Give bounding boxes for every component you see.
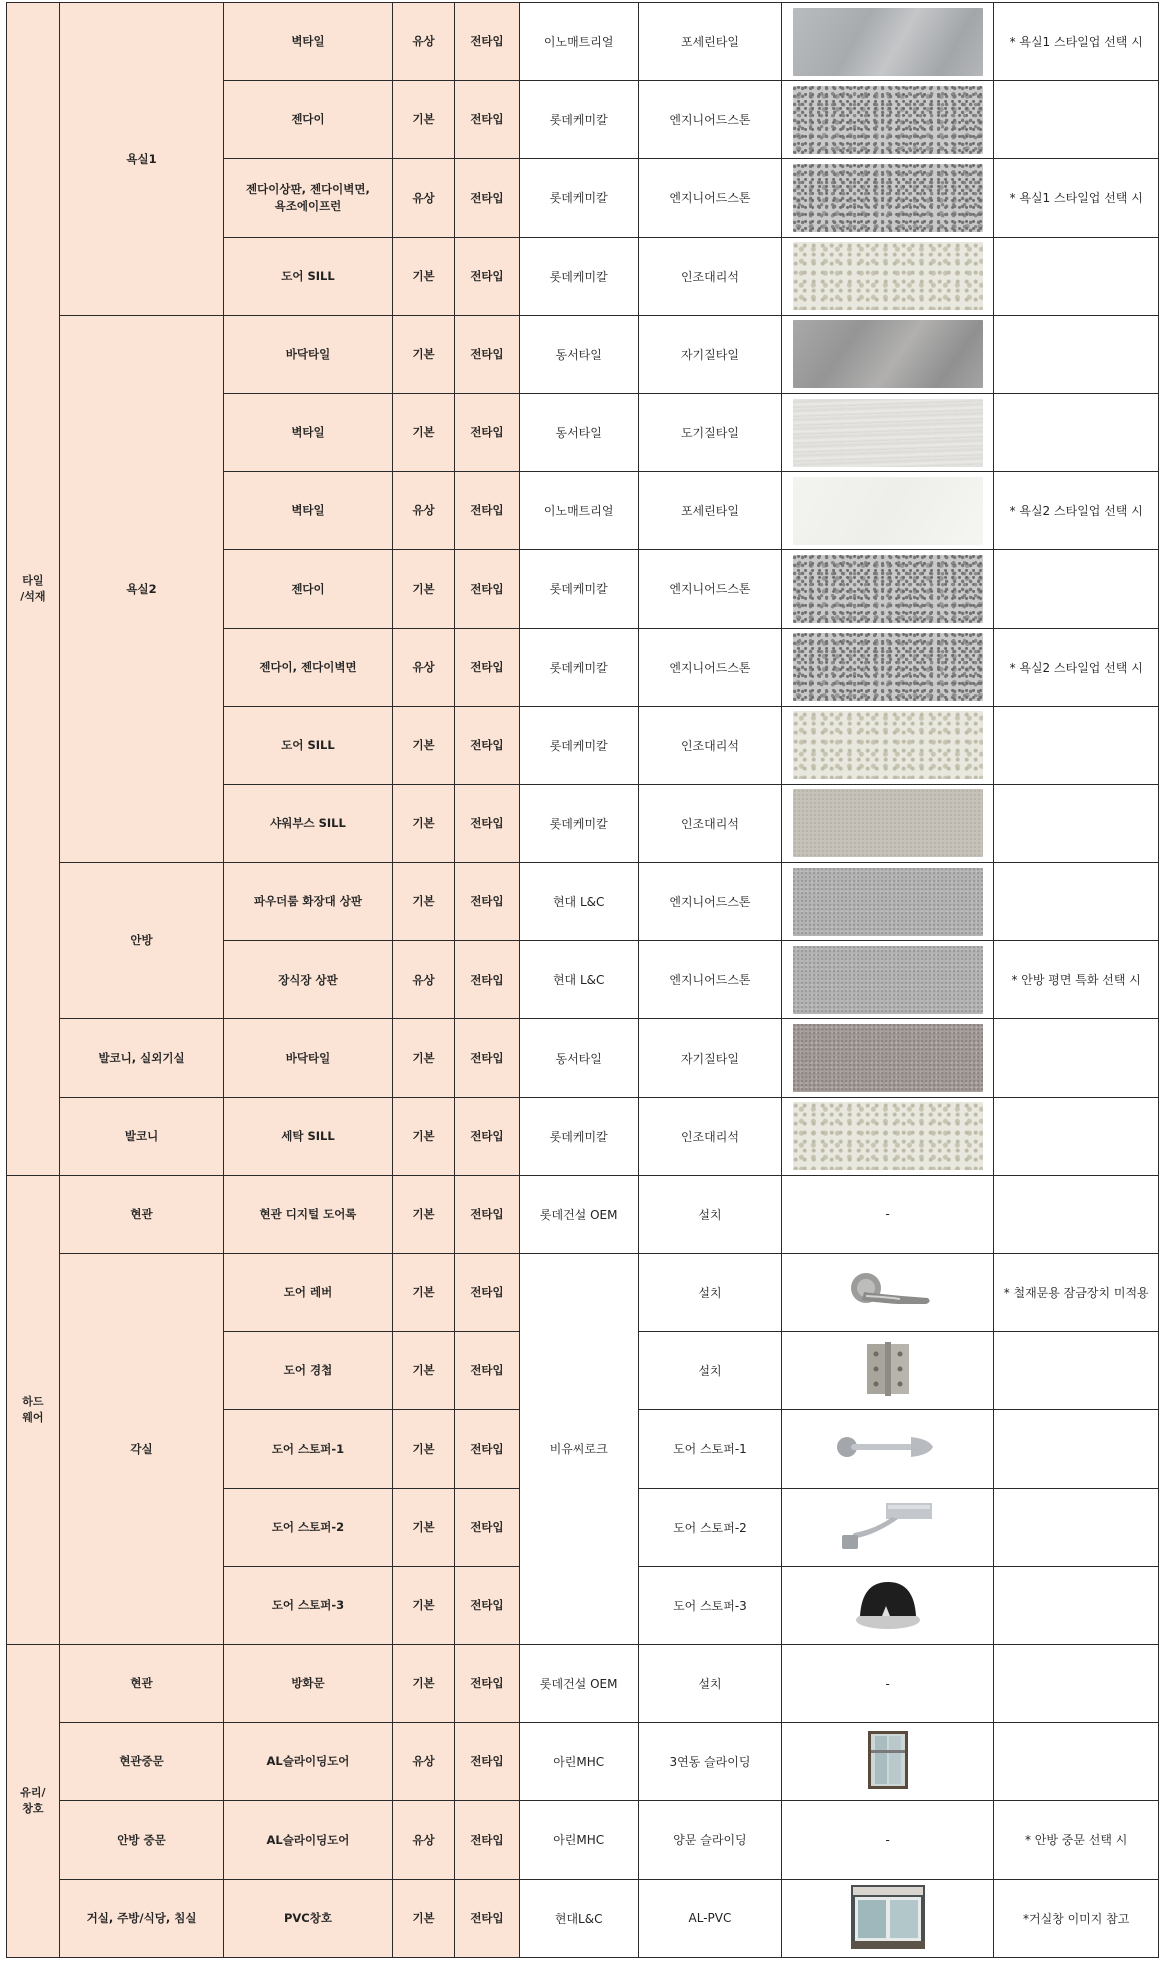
scope-cell: 전타입 [455, 472, 519, 550]
note-cell [994, 393, 1159, 471]
item-cell: 도어 SILL [224, 706, 392, 784]
material-image-cell [782, 706, 994, 784]
scope-cell: 전타입 [455, 1566, 519, 1644]
maker-cell: 현대 L&C [519, 941, 638, 1019]
scope-cell: 전타입 [455, 159, 519, 237]
note-cell: * 안방 평면 특화 선택 시 [994, 941, 1159, 1019]
type-cell: 유상 [392, 159, 455, 237]
material-image-cell [782, 3, 994, 81]
note-cell [994, 1097, 1159, 1175]
note-cell [994, 1723, 1159, 1801]
spec-cell: 설치 [638, 1332, 781, 1410]
material-image-cell [782, 863, 994, 941]
type-cell: 기본 [392, 1175, 455, 1253]
material-swatch [793, 633, 983, 701]
category-cell-tile: 타일 /석재 [7, 3, 60, 1176]
spec-cell: 도어 스토퍼-1 [638, 1410, 781, 1488]
sliding-door-image [788, 1730, 987, 1793]
item-cell: 세탁 SILL [224, 1097, 392, 1175]
table-row [7, 863, 1159, 941]
scope-cell: 전타입 [455, 393, 519, 471]
spec-cell: 도어 스토퍼-2 [638, 1488, 781, 1566]
item-cell: AL슬라이딩도어 [224, 1801, 392, 1879]
material-swatch [793, 242, 983, 310]
item-cell: 샤워부스 SILL [224, 784, 392, 862]
item-cell: 벽타일 [224, 3, 392, 81]
room-cell: 발코니 [59, 1097, 224, 1175]
note-cell [994, 315, 1159, 393]
spec-cell: 엔지니어드스톤 [638, 159, 781, 237]
spec-cell: 도어 스토퍼-3 [638, 1566, 781, 1644]
room-cell: 거실, 주방/식당, 침실 [59, 1879, 224, 1957]
scope-cell: 전타입 [455, 1488, 519, 1566]
material-image-cell [782, 1879, 994, 1957]
material-image-cell [782, 1175, 994, 1253]
material-swatch [793, 164, 983, 232]
spec-cell: 엔지니어드스톤 [638, 941, 781, 1019]
type-cell: 기본 [392, 1332, 455, 1410]
empty-image-dash: - [885, 1207, 890, 1222]
door-lever-image [788, 1266, 987, 1319]
type-cell: 유상 [392, 1723, 455, 1801]
type-cell: 기본 [392, 550, 455, 628]
material-swatch [793, 555, 983, 623]
room-cell: 안방 중문 [59, 1801, 224, 1879]
maker-cell: 동서타일 [519, 1019, 638, 1097]
maker-cell: 현대 L&C [519, 863, 638, 941]
scope-cell: 전타입 [455, 1254, 519, 1332]
category-cell-hardware: 하드 웨어 [7, 1175, 60, 1644]
scope-cell: 전타입 [455, 3, 519, 81]
note-cell [994, 1332, 1159, 1410]
note-cell [994, 863, 1159, 941]
spec-cell: 엔지니어드스톤 [638, 628, 781, 706]
material-image-cell [782, 628, 994, 706]
type-cell: 유상 [392, 628, 455, 706]
material-swatch [793, 8, 983, 76]
spec-cell: 포세린타일 [638, 3, 781, 81]
type-cell: 기본 [392, 1644, 455, 1722]
item-cell: 벽타일 [224, 472, 392, 550]
type-cell: 유상 [392, 472, 455, 550]
type-cell: 기본 [392, 1488, 455, 1566]
item-cell: 젠다이 [224, 81, 392, 159]
hinge-image [788, 1340, 987, 1401]
type-cell: 유상 [392, 3, 455, 81]
scope-cell: 전타입 [455, 1332, 519, 1410]
spec-cell: 자기질타일 [638, 1019, 781, 1097]
material-image-cell [782, 1488, 994, 1566]
maker-cell: 롯데케미칼 [519, 1097, 638, 1175]
scope-cell: 전타입 [455, 784, 519, 862]
material-image-cell [782, 1410, 994, 1488]
category-cell-glass: 유리/ 창호 [7, 1644, 60, 1957]
table-row [7, 1801, 1159, 1879]
type-cell: 유상 [392, 1801, 455, 1879]
room-cell: 욕실1 [59, 3, 224, 316]
spec-cell: 자기질타일 [638, 315, 781, 393]
material-image-cell [782, 1644, 994, 1722]
type-cell: 유상 [392, 941, 455, 1019]
material-swatch [793, 399, 983, 467]
material-image-cell [782, 393, 994, 471]
type-cell: 기본 [392, 237, 455, 315]
table-row [7, 315, 1159, 393]
type-cell: 기본 [392, 1566, 455, 1644]
maker-cell: 롯데케미칼 [519, 628, 638, 706]
stopper3-image [788, 1576, 987, 1635]
scope-cell: 전타입 [455, 81, 519, 159]
item-cell: 벽타일 [224, 393, 392, 471]
material-swatch [793, 477, 983, 545]
scope-cell: 전타입 [455, 315, 519, 393]
note-cell: * 욕실1 스타일업 선택 시 [994, 3, 1159, 81]
material-swatch [793, 1024, 983, 1092]
material-image-cell [782, 1801, 994, 1879]
type-cell: 기본 [392, 1019, 455, 1097]
item-cell: 젠다이 [224, 550, 392, 628]
note-cell: * 안방 중문 선택 시 [994, 1801, 1159, 1879]
scope-cell: 전타입 [455, 1879, 519, 1957]
note-cell: * 철재문용 잠금장치 미적용 [994, 1254, 1159, 1332]
note-cell [994, 1488, 1159, 1566]
maker-cell: 이노매트리얼 [519, 472, 638, 550]
item-cell: 도어 스토퍼-3 [224, 1566, 392, 1644]
item-cell: AL슬라이딩도어 [224, 1723, 392, 1801]
type-cell: 기본 [392, 706, 455, 784]
item-cell: 도어 경첩 [224, 1332, 392, 1410]
maker-cell: 비유씨로크 [519, 1254, 638, 1645]
spec-cell: 설치 [638, 1644, 781, 1722]
spec-cell: 인조대리석 [638, 237, 781, 315]
item-cell: PVC창호 [224, 1879, 392, 1957]
item-cell: 도어 스토퍼-1 [224, 1410, 392, 1488]
material-image-cell [782, 159, 994, 237]
table-row [7, 1644, 1159, 1722]
spec-cell: 양문 슬라이딩 [638, 1801, 781, 1879]
maker-cell: 아린MHC [519, 1801, 638, 1879]
room-cell: 발코니, 실외기실 [59, 1019, 224, 1097]
material-image-cell [782, 941, 994, 1019]
room-cell: 안방 [59, 863, 224, 1019]
spec-cell: 도기질타일 [638, 393, 781, 471]
maker-cell: 롯데케미칼 [519, 784, 638, 862]
material-swatch [793, 946, 983, 1014]
note-cell [994, 1019, 1159, 1097]
material-image-cell [782, 1254, 994, 1332]
maker-cell: 롯데케미칼 [519, 706, 638, 784]
scope-cell: 전타입 [455, 1097, 519, 1175]
item-cell: 도어 스토퍼-2 [224, 1488, 392, 1566]
item-cell: 바닥타일 [224, 315, 392, 393]
room-cell: 현관중문 [59, 1723, 224, 1801]
maker-cell: 동서타일 [519, 315, 638, 393]
maker-cell: 롯데건설 OEM [519, 1644, 638, 1722]
note-cell: *거실창 이미지 참고 [994, 1879, 1159, 1957]
maker-cell: 이노매트리얼 [519, 3, 638, 81]
type-cell: 기본 [392, 81, 455, 159]
material-image-cell [782, 784, 994, 862]
item-cell: 바닥타일 [224, 1019, 392, 1097]
table-row [7, 1723, 1159, 1801]
note-cell [994, 81, 1159, 159]
material-swatch [793, 789, 983, 857]
type-cell: 기본 [392, 315, 455, 393]
item-cell: 도어 SILL [224, 237, 392, 315]
spec-cell: 3연동 슬라이딩 [638, 1723, 781, 1801]
material-image-cell [782, 81, 994, 159]
spec-cell: 엔지니어드스톤 [638, 81, 781, 159]
note-cell: * 욕실2 스타일업 선택 시 [994, 628, 1159, 706]
material-swatch [793, 1102, 983, 1170]
stopper2-image [788, 1499, 987, 1556]
note-cell [994, 706, 1159, 784]
type-cell: 기본 [392, 784, 455, 862]
scope-cell: 전타입 [455, 1801, 519, 1879]
room-cell: 각실 [59, 1254, 224, 1645]
scope-cell: 전타입 [455, 941, 519, 1019]
material-swatch [793, 320, 983, 388]
material-image-cell [782, 472, 994, 550]
table-row [7, 1097, 1159, 1175]
scope-cell: 전타입 [455, 628, 519, 706]
item-cell: 젠다이, 젠다이벽면 [224, 628, 392, 706]
empty-image-dash: - [885, 1676, 890, 1691]
note-cell [994, 237, 1159, 315]
scope-cell: 전타입 [455, 706, 519, 784]
note-cell [994, 1644, 1159, 1722]
scope-cell: 전타입 [455, 550, 519, 628]
empty-image-dash: - [885, 1832, 890, 1847]
material-image-cell [782, 1097, 994, 1175]
stopper1-image [788, 1429, 987, 1468]
scope-cell: 전타입 [455, 1410, 519, 1488]
scope-cell: 전타입 [455, 1019, 519, 1097]
spec-cell: 인조대리석 [638, 706, 781, 784]
type-cell: 기본 [392, 1254, 455, 1332]
note-cell: * 욕실1 스타일업 선택 시 [994, 159, 1159, 237]
maker-cell: 아린MHC [519, 1723, 638, 1801]
type-cell: 기본 [392, 1097, 455, 1175]
item-cell: 파우더룸 화장대 상판 [224, 863, 392, 941]
spec-cell: 엔지니어드스톤 [638, 863, 781, 941]
scope-cell: 전타입 [455, 1644, 519, 1722]
maker-cell: 동서타일 [519, 393, 638, 471]
room-cell: 욕실2 [59, 315, 224, 862]
room-cell: 현관 [59, 1644, 224, 1722]
note-cell [994, 1410, 1159, 1488]
item-cell: 현관 디지털 도어록 [224, 1175, 392, 1253]
type-cell: 기본 [392, 393, 455, 471]
spec-cell: 포세린타일 [638, 472, 781, 550]
note-cell [994, 784, 1159, 862]
spec-cell: 엔지니어드스톤 [638, 550, 781, 628]
room-cell: 현관 [59, 1175, 224, 1253]
spec-cell: 인조대리석 [638, 784, 781, 862]
material-image-cell [782, 1019, 994, 1097]
table-row [7, 1254, 1159, 1332]
material-image-cell [782, 550, 994, 628]
maker-cell: 롯데케미칼 [519, 81, 638, 159]
type-cell: 기본 [392, 1879, 455, 1957]
note-cell [994, 1566, 1159, 1644]
note-cell [994, 1175, 1159, 1253]
spec-cell: 인조대리석 [638, 1097, 781, 1175]
item-cell: 방화문 [224, 1644, 392, 1722]
material-image-cell [782, 315, 994, 393]
material-image-cell [782, 1332, 994, 1410]
spec-cell: 설치 [638, 1254, 781, 1332]
table-row [7, 1175, 1159, 1253]
material-swatch [793, 711, 983, 779]
material-swatch [793, 868, 983, 936]
maker-cell: 롯데케미칼 [519, 550, 638, 628]
scope-cell: 전타입 [455, 1175, 519, 1253]
type-cell: 기본 [392, 1410, 455, 1488]
maker-cell: 롯데케미칼 [519, 237, 638, 315]
scope-cell: 전타입 [455, 237, 519, 315]
item-cell: 도어 레버 [224, 1254, 392, 1332]
scope-cell: 전타입 [455, 863, 519, 941]
material-image-cell [782, 237, 994, 315]
item-cell: 젠다이상판, 젠다이벽면, 욕조에이프런 [224, 159, 392, 237]
maker-cell: 롯데건설 OEM [519, 1175, 638, 1253]
spec-cell: 설치 [638, 1175, 781, 1253]
material-swatch [793, 86, 983, 154]
material-image-cell [782, 1723, 994, 1801]
table-row [7, 3, 1159, 81]
finish-spec-table [6, 2, 1159, 1958]
material-image-cell [782, 1566, 994, 1644]
table-row [7, 1879, 1159, 1957]
maker-cell: 현대L&C [519, 1879, 638, 1957]
window-image [788, 1885, 987, 1952]
type-cell: 기본 [392, 863, 455, 941]
spec-cell: AL-PVC [638, 1879, 781, 1957]
maker-cell: 롯데케미칼 [519, 159, 638, 237]
note-cell [994, 550, 1159, 628]
scope-cell: 전타입 [455, 1723, 519, 1801]
item-cell: 장식장 상판 [224, 941, 392, 1019]
table-row [7, 1019, 1159, 1097]
note-cell: * 욕실2 스타일업 선택 시 [994, 472, 1159, 550]
